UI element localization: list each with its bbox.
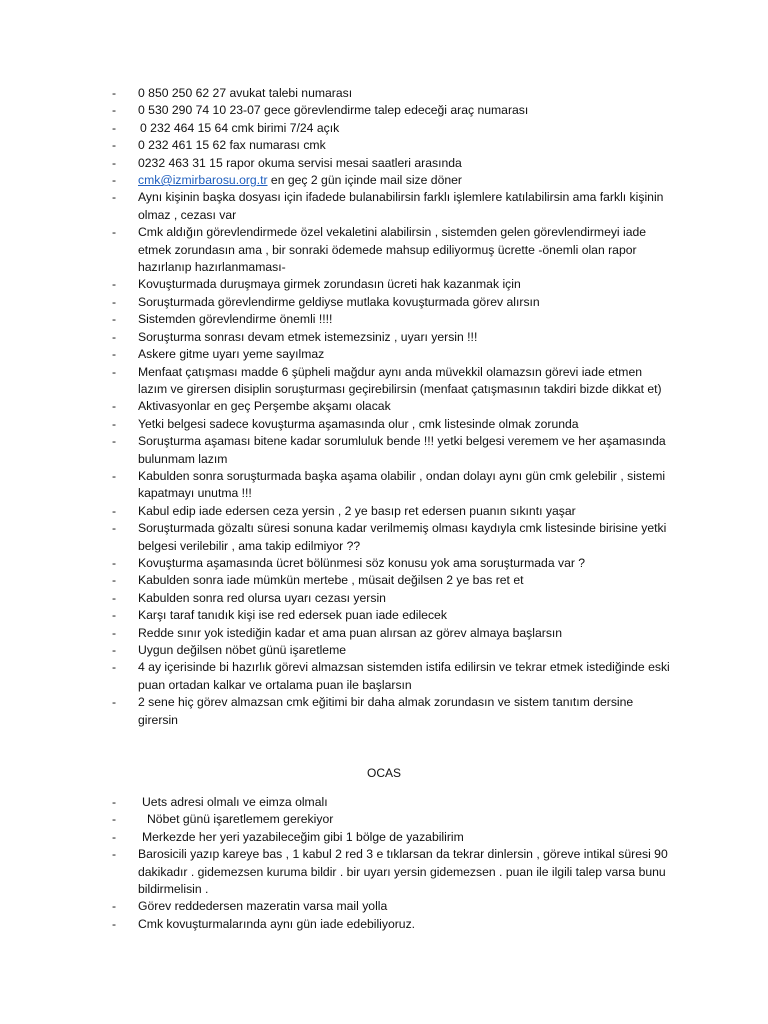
list-item-text: Sistemden görevlendirme önemli !!!! [138, 312, 333, 327]
list-item [112, 329, 672, 346]
list-item [112, 829, 672, 846]
list-item-text: en geç 2 gün içinde mail size döner [267, 173, 462, 188]
bullet-dash: - [112, 695, 117, 710]
bullet-dash: - [112, 155, 117, 170]
cmk-notes-list [112, 85, 672, 729]
list-item-text: Askere gitme uyarı yeme sayılmaz [138, 347, 325, 362]
bullet-dash: - [112, 120, 117, 135]
list-item-text: 0 232 464 15 64 cmk birimi 7/24 açık [140, 120, 340, 135]
ocas-notes-list [112, 794, 672, 933]
list-item [112, 694, 672, 729]
bullet-dash: - [112, 573, 117, 588]
list-item-text: Kabulden sonra red olursa uyarı cezası yersin [138, 590, 386, 605]
list-item [112, 794, 672, 811]
bullet-dash: - [112, 138, 117, 153]
list-item [112, 625, 672, 642]
list-item-text: Aktivasyonlar en geç Perşembe akşamı olacak [138, 399, 391, 414]
list-item [112, 555, 672, 572]
list-item-text: Aynı kişinin başka dosyası için ifadede bulanabilirsin farklı işlemlere katılabilirsin ama farklı kişinin olmaz , cezası var [138, 190, 664, 222]
list-item [112, 276, 672, 293]
list-item-text: Menfaat çatışması madde 6 şüpheli mağdur aynı anda müvekkil olamazsın görevi iade etmen lazım ve girersen disiplin soruşturması geçirebilirsin (menfaat çatışmasının takdiri bizde dikkat et) [138, 364, 662, 396]
bullet-dash: - [112, 294, 117, 309]
bullet-dash: - [112, 364, 117, 379]
bullet-dash: - [112, 103, 117, 118]
bullet-dash: - [112, 625, 117, 640]
list-item-text: Barosicili yazıp kareye bas , 1 kabul 2 red 3 e tıklarsan da tekrar dinlersin , göreve intikal süresi 90 dakikadır . gidemezsen kuruma bildir . bir uyarı yersin gidemezsen . puan ile ilgili talep varsa bunu bildirmelisin . [138, 847, 668, 897]
list-item [112, 468, 672, 503]
bullet-dash: - [112, 312, 117, 327]
bullet-dash: - [112, 795, 117, 809]
bullet-dash: - [112, 829, 117, 844]
email-link[interactable]: cmk@izmirbarosu.org.tr [138, 173, 268, 188]
bullet-dash: - [112, 847, 117, 862]
list-item [112, 137, 672, 154]
list-item [112, 85, 672, 102]
bullet-dash: - [112, 434, 117, 449]
bullet-dash: - [112, 643, 117, 657]
list-item [112, 311, 672, 328]
section-heading: OCAS [366, 766, 401, 780]
list-item-text: Yetki belgesi sadece kovuşturma aşamasında olur , cmk listesinde olmak zorunda [138, 416, 579, 431]
bullet-dash: - [112, 329, 117, 344]
bullet-dash: - [112, 608, 117, 623]
list-item-text: Merkezde her yeri yazabileceğim gibi 1 bölge de yazabilirim [142, 829, 464, 844]
list-item [112, 294, 672, 311]
bullet-dash: - [112, 660, 117, 675]
list-item [112, 811, 672, 828]
list-item-text: 2 sene hiç görev almazsan cmk eğitimi bir daha almak zorundasın ve sistem tanıtım dersine girersin [138, 695, 634, 727]
list-item [112, 224, 672, 276]
bullet-dash: - [112, 468, 117, 483]
list-item-text: 0 850 250 62 27 avukat talebi numarası [138, 86, 353, 100]
bullet-dash: - [112, 812, 117, 827]
list-item-text: Görev reddedersen mazeratin varsa mail yolla [138, 899, 388, 914]
list-item-text: Soruşturma aşaması bitene kadar sorumluluk bende !!! yetki belgesi veremem ve her aşamasında bulunmam lazım [138, 434, 666, 466]
list-item [112, 433, 672, 468]
list-item [112, 416, 672, 433]
list-item [112, 398, 672, 415]
list-item [112, 364, 672, 399]
list-item [112, 607, 672, 624]
bullet-dash: - [112, 416, 117, 431]
list-item [112, 102, 672, 119]
list-item-text: 0 232 461 15 62 fax numarası cmk [138, 138, 326, 153]
bullet-dash: - [112, 347, 117, 362]
list-item [112, 642, 672, 659]
list-item [112, 590, 672, 607]
bullet-dash: - [112, 916, 117, 931]
list-item-text: Redde sınır yok istediğin kadar et ama puan alırsan az görev almaya başlarsın [138, 625, 563, 640]
bullet-dash: - [112, 503, 117, 518]
bullet-dash: - [112, 173, 117, 188]
bullet-dash: - [112, 399, 117, 414]
list-item-text: Uygun değilsen nöbet günü işaretleme [138, 643, 347, 657]
list-item-text: Soruşturma sonrası devam etmek istemezsiniz , uyarı yersin !!! [138, 329, 478, 344]
list-item-text: Karşı taraf tanıdık kişi ise red edersek puan iade edilecek [138, 608, 447, 623]
list-item [112, 916, 672, 933]
list-item-text: Soruşturmada görevlendirme geldiyse mutlaka kovuşturmada görev alırsın [138, 294, 540, 309]
list-item [112, 120, 672, 137]
list-item [112, 572, 672, 589]
list-item-text: Cmk kovuşturmalarında aynı gün iade edebiliyoruz. [138, 916, 416, 931]
list-item [112, 155, 672, 172]
list-item-text: Kabul edip iade edersen ceza yersin , 2 ye basıp ret edersen puanın sıkıntı yaşar [138, 503, 576, 518]
list-item-text: 4 ay içerisinde bi hazırlık görevi almazsan sistemden istifa edilirsin ve tekrar etmek istediğinde eski puan ortadan kalkar ve ortalama puan ile başlarsın [138, 660, 670, 692]
list-item [112, 189, 672, 224]
list-item [112, 503, 672, 520]
list-item-text: Uets adresi olmalı ve eimza olmalı [142, 795, 328, 809]
list-item [112, 172, 672, 189]
list-item [112, 346, 672, 363]
bullet-dash: - [112, 590, 117, 605]
bullet-dash: - [112, 555, 117, 570]
bullet-dash: - [112, 521, 117, 536]
bullet-dash: - [112, 86, 117, 100]
list-item-text: Kabulden sonra soruşturmada başka aşama olabilir , ondan dolayı aynı gün cmk gelebilir , sistemi kapatmayı unutma !!! [138, 468, 666, 501]
list-item-text: 0232 463 31 15 rapor okuma servisi mesai saatleri arasında [138, 155, 462, 170]
list-item-text: Kabulden sonra iade mümkün mertebe , müsait değilsen 2 ye bas ret et [138, 573, 524, 588]
bullet-dash: - [112, 190, 117, 205]
list-item [112, 520, 672, 555]
list-item [112, 898, 672, 915]
list-item [112, 659, 672, 694]
bullet-dash: - [112, 899, 117, 914]
bullet-dash: - [112, 225, 117, 240]
list-item-text: 0 530 290 74 10 23-07 gece görevlendirme talep edeceği araç numarası [138, 103, 529, 118]
list-item-text: Cmk aldığın görevlendirmede özel vekaletini alabilirsin , sistemden gelen görevlendirmeyi iade etmek zorundasın ama , bir sonraki ödemede mahsup ediliyormuş ücrette -önemli olan rapor hazırlanıp hazırlanmaması- [138, 225, 647, 275]
list-item-text: Kovuşturma aşamasında ücret bölünmesi söz konusu yok ama soruşturmada var ? [138, 555, 586, 570]
list-item-text: Nöbet günü işaretlemem gerekiyor [147, 812, 334, 827]
list-item-text: Kovuşturmada duruşmaya girmek zorundasın ücreti hak kazanmak için [138, 277, 521, 292]
bullet-dash: - [112, 277, 117, 292]
list-item-text: Soruşturmada gözaltı süresi sonuna kadar verilmemiş olması kaydıyla cmk listesinde birisine yetki belgesi verilebilir , ama takip edilmiyor ?? [138, 521, 667, 553]
list-item [112, 846, 672, 898]
